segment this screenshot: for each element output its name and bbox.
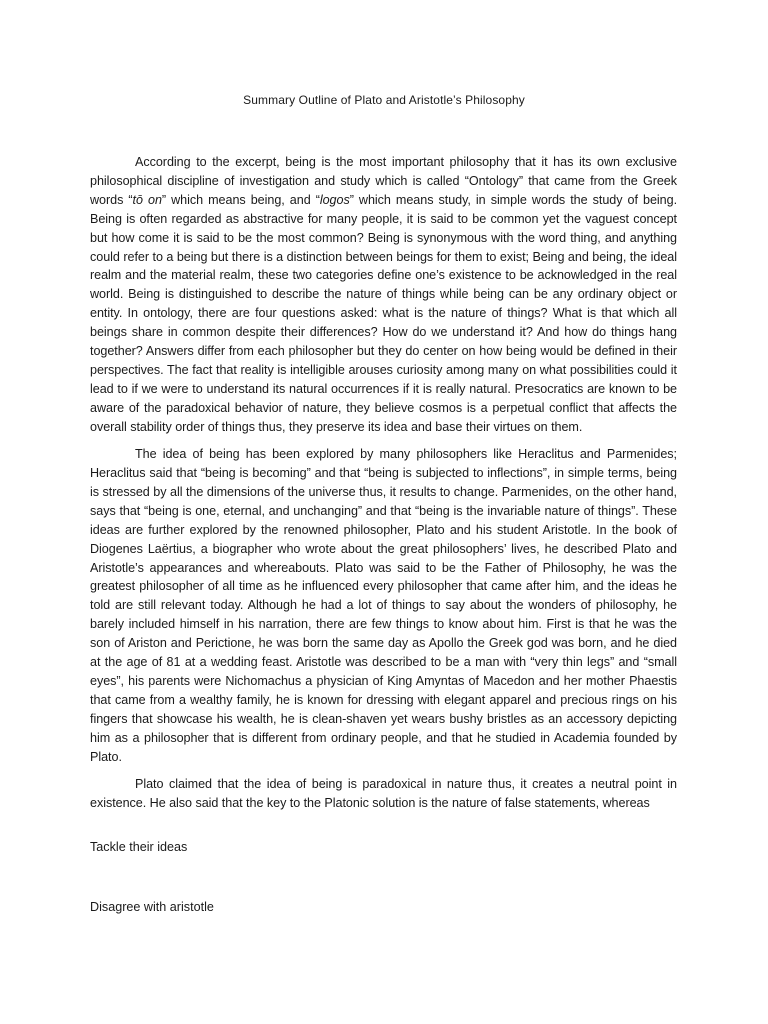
paragraph-1-text-a: According to the excerpt, being is the most important philosophy that it has its own exclusive philosophical discipline of investigation and study which is called “Ontology” that came from the Greek words “ xyxy=(90,155,677,207)
note-disagree-aristotle: Disagree with aristotle xyxy=(90,900,214,914)
paragraph-1-greek-term: tō on xyxy=(132,192,162,207)
note-tackle-ideas: Tackle their ideas xyxy=(90,840,188,854)
paragraph-1-text-c: ” which means study, in simple words the study of being. Being is often regarded as abstractive for many people, it is said to be common yet the vaguest concept but how come it is said to be the most common? Being is synonymous with the word thing, and anything could refer to a being but there is a distinction between beings for them to exist; Being and being, the ideal realm and the material realm, these two categories define one’s existence to be acknowledged in the real world. Being is distinguished to describe the nature of things while being can be any ordinary object or entity. In ontology, there are four questions asked: what is the nature of things? What is that which all beings share in common despite their differences? How do we understand it? And how do things hang together? Answers differ from each philosopher but they do center on how being would be defined in their perspectives. The fact that reality is intelligible arouses curiosity among many on what possibilities could it lead to if we were to understand its natural occurrences if it is really natural. Presocratics are known to be aware of the paradoxical behavior of nature, they believe cosmos is a perpetual conflict that affects the overall stability order of things thus, they preserve its idea and base their virtues on them. xyxy=(90,192,678,434)
paragraph-1-logos-term: logos xyxy=(319,192,350,207)
document-body xyxy=(90,153,677,821)
paragraph-1 xyxy=(90,153,677,437)
paragraph-2: The idea of being has been explored by many philosophers like Heraclitus and Parmenides; Heraclitus said that “being is becoming” and that “being is subjected to inflections”, in simple terms, being is stressed by all the dimensions of the universe thus, it results to change. Parmenides, on the other hand, says that “being is one, eternal, and unchanging” and that “being is the invariable nature of things”. These ideas are further explored by the renowned philosopher, Plato and his student Aristotle. In the book of Diogenes Laërtius, a biographer who wrote about the great philosophers’ lives, he described Plato and Aristotle’s appearances and whereabouts. Plato was said to be the Father of Philosophy, he was the greatest philosopher of all time as he influenced every philosopher that came after him, and the ideas he told are still relevant today. Although he had a lot of things to say about the wonders of philosophy, he barely included himself in his narration, there are few things to know about him. First is that he was the son of Ariston and Perictione, he was born the same day as Apollo the Greek god was born, and he died at the age of 81 at a wedding feast. Aristotle was described to be a man with “very thin legs” and “small eyes”, his parents were Nichomachus a physician of King Amyntas of Macedon and her mother Phaestis that came from a wealthy family, he is known for dressing with elegant apparel and precious rings on his fingers that showcase his wealth, he is clean-shaven yet wears bushy bristles as an accessory depicting him as a philosopher that is different from ordinary people, and that he studied in Academia founded by Plato. xyxy=(90,447,677,764)
document-title: Summary Outline of Plato and Aristotle’s Philosophy xyxy=(243,93,525,107)
paragraph-1-text-b: ” which means being, and “ xyxy=(161,192,320,207)
paragraph-3: Plato claimed that the idea of being is paradoxical in nature thus, it creates a neutral point in existence. He also said that the key to the Platonic solution is the nature of false statements, whereas xyxy=(90,777,677,810)
